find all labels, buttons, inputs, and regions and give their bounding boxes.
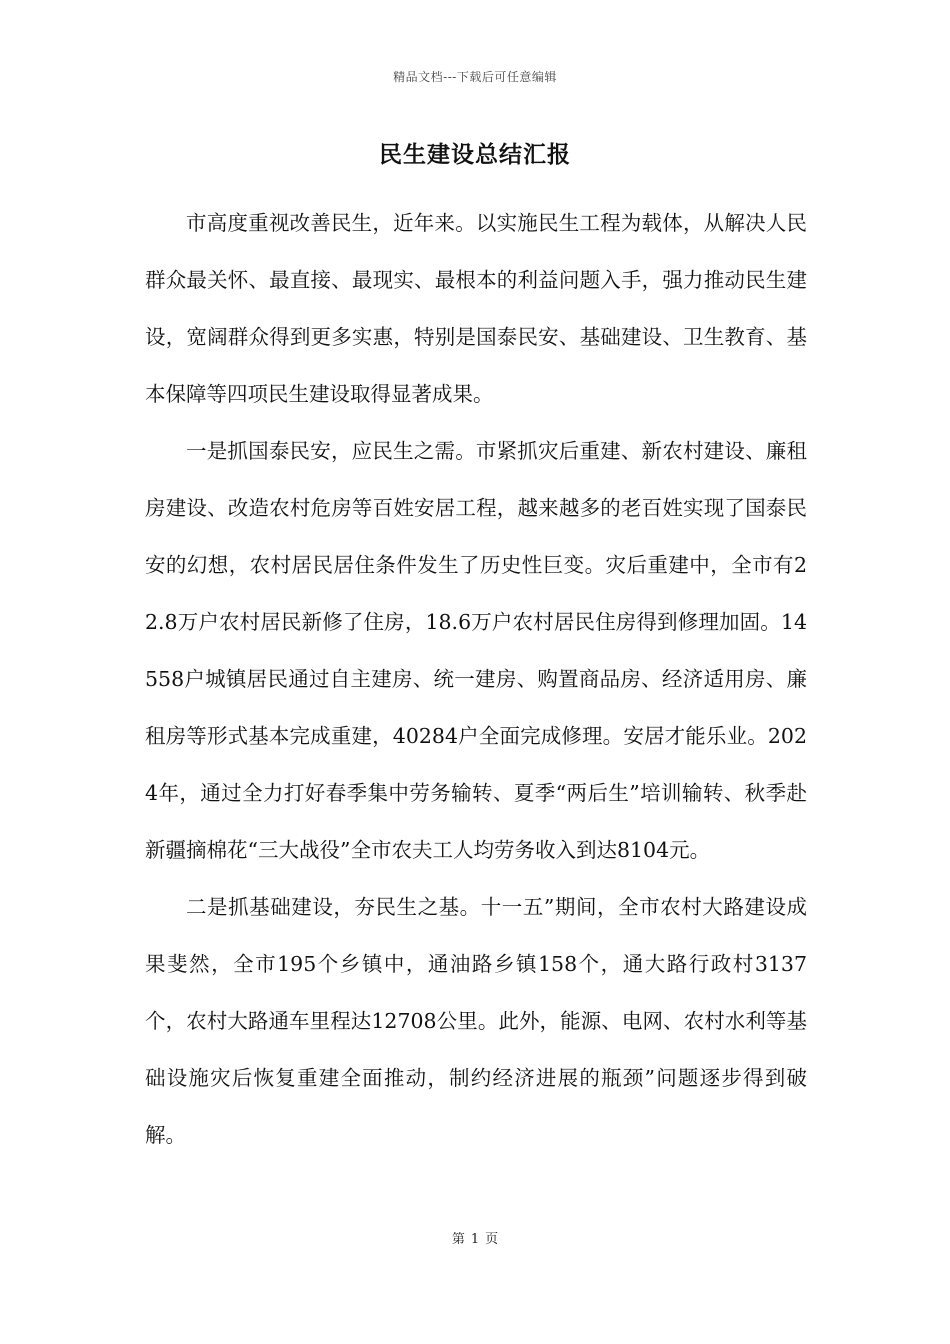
- page-footer: [0, 1228, 950, 1247]
- document-title: 民生建设总结汇报: [379, 141, 571, 168]
- paragraph-infrastructure: 二是抓基础建设，夯民生之基。十一五”期间，全市农村大路建设成果斐然，全市195个乡镇中，通油路乡镇158个，通大路行政村3137个，农村大路通车里程达12708公里。此外，能源、电网、农村水利等基础设施灾后恢复重建全面推动，制约经济进展的瓶颈”问题逐步得到破解。: [145, 895, 807, 1147]
- paragraph-housing: 一是抓国泰民安，应民生之需。市紧抓灾后重建、新农村建设、廉租房建设、改造农村危房等百姓安居工程，越来越多的老百姓实现了国泰民安的幻想，农村居民居住条件发生了历史性巨变。灾后重建中，全市有22.8万户农村居民新修了住房，18.6万户农村居民住房得到修理加固。14558户城镇居民通过自主建房、统一建房、购置商品房、经济适用房、廉租房等形式基本完成重建，40284户全面完成修理。安居才能乐业。2024年，通过全力打好春季集中劳务输转、夏季“两后生”培训输转、秋季赴新疆摘棉花“三大战役”全市农夫工人均劳务收入到达8104元。: [145, 439, 807, 862]
- page-number-prefix: 第: [451, 1232, 465, 1247]
- page-number-suffix: 页: [485, 1232, 499, 1247]
- page-number: 1: [470, 1232, 480, 1247]
- page-header: 精品文档---下载后可任意编辑: [393, 70, 557, 84]
- document-body: [145, 195, 807, 1164]
- paragraph-intro: 市高度重视改善民生，近年来。以实施民生工程为载体，从解决人民群众最关怀、最直接、最现实、最根本的利益问题入手，强力推动民生建设，宽阔群众得到更多实惠，特别是国泰民安、基础建设、卫生教育、基本保障等四项民生建设取得显著成果。: [145, 211, 807, 406]
